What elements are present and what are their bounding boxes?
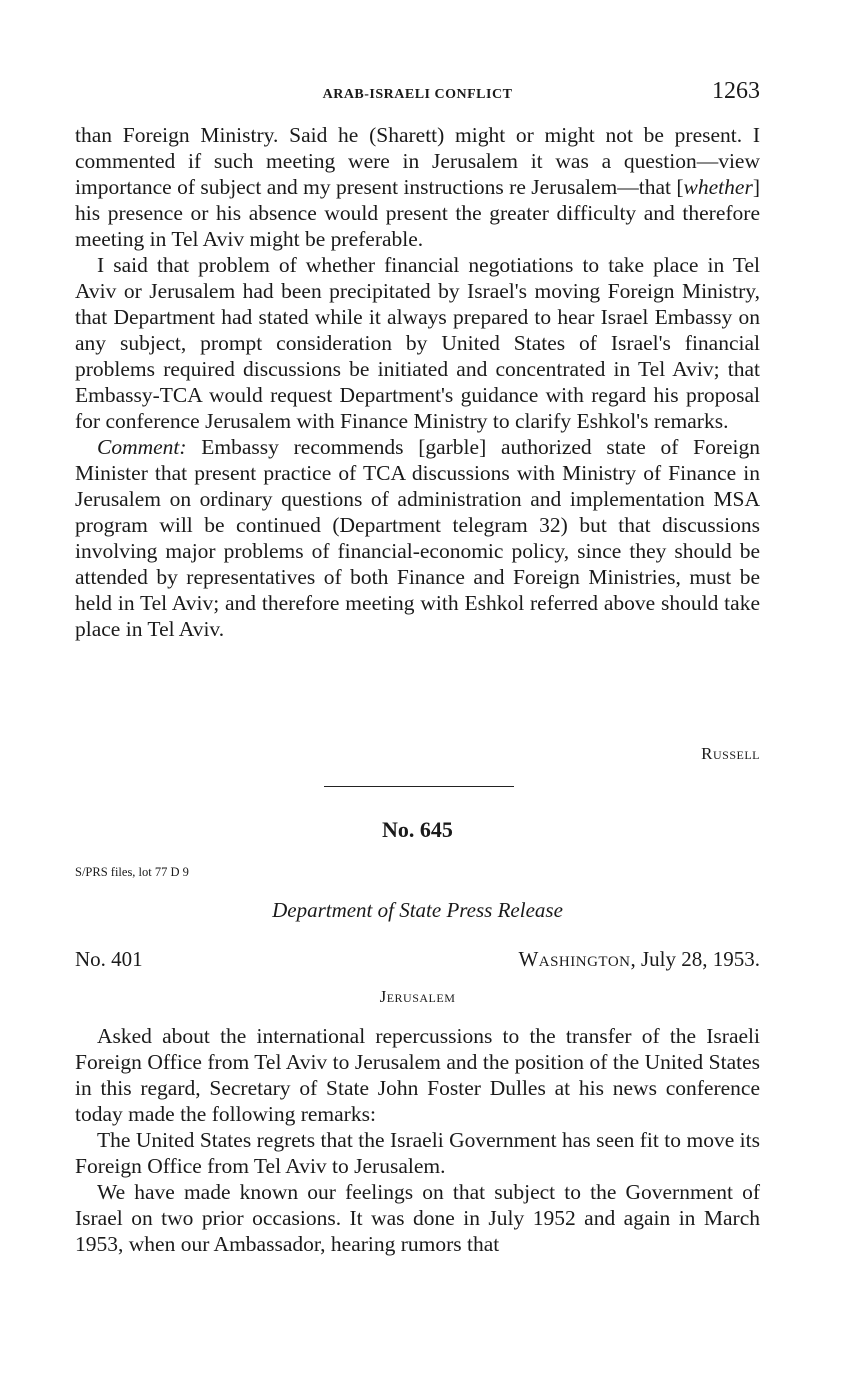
document-title: Department of State Press Release <box>272 898 563 922</box>
paragraph-text: Embassy recommends [garble] authorized state of Foreign Minister that present practice of TCA discussions with Ministry of Finance in Jerusalem on ordinary questions of administration and implementation MSA program will be continued (Department telegram 32) but that discussions involving major problems of financial-economic policy, since they should be attended by representatives of both Finance and Foreign Ministries, must be held in Tel Aviv; and therefore meeting with Eshkol referred above should take place in Tel Aviv. <box>75 435 760 641</box>
section-divider <box>324 786 514 787</box>
source-note: S/PRS files, lot 77 D 9 <box>75 865 189 879</box>
paragraph: I said that problem of whether financial negotiations to take place in Tel Aviv or Jerusalem had been precipitated by Israel's moving Foreign Ministry, that Department had stated while it always prepared to hear Israel Embassy on any subject, prompt consideration by United States of Israel's financial problems required discussions be initiated and concentrated in Tel Aviv; that Embassy-TCA would request Department's guidance with regard his proposal for conference Jerusalem with Finance Ministry to clarify Eshkol's remarks. <box>75 253 760 433</box>
page-number: 1263 <box>712 78 760 104</box>
paragraph: Asked about the international repercussions to the transfer of the Israeli Foreign Office from Tel Aviv to Jerusalem and the position of the United States in this regard, Secretary of State John Foster Dulles at his news conference today made the following remarks: <box>75 1024 760 1126</box>
paragraph <box>75 122 760 252</box>
release-number: No. 401 <box>75 947 143 971</box>
editorial-insertion: whether <box>683 175 753 199</box>
paragraph: We have made known our feelings on that subject to the Government of Israel on two prior occasions. It was done in July 1952 and again in March 1953, when our Ambassador, hearing rumors that <box>75 1180 760 1256</box>
paragraph-text: ] his presence or his absence would present the greater difficulty and therefore meeting in Tel Aviv might be preferable. <box>75 175 760 251</box>
paragraph <box>75 434 760 642</box>
paragraph-text: than Foreign Ministry. Said he (Sharett) might or might not be present. I commented if such meeting were in Jerusalem it was a question—view importance of subject and my present instructions re Jerusalem—that [ <box>75 123 760 199</box>
running-title: ARAB-ISRAELI CONFLICT <box>322 87 513 102</box>
subject-heading: Jerusalem <box>379 987 456 1006</box>
document-number: No. 645 <box>382 817 453 842</box>
dateline <box>518 947 760 972</box>
paragraph: The United States regrets that the Israeli Government has seen fit to move its Foreign Office from Tel Aviv to Jerusalem. <box>75 1128 760 1178</box>
comment-label: Comment: <box>97 435 187 459</box>
press-release-text <box>75 1023 760 1257</box>
continued-telegram-text <box>75 122 760 642</box>
dateline-date: , July 28, 1953. <box>630 947 760 971</box>
signature: Russell <box>701 744 760 763</box>
document-page <box>75 0 760 1380</box>
dateline-place: Washington <box>518 947 631 971</box>
running-head <box>75 78 760 108</box>
